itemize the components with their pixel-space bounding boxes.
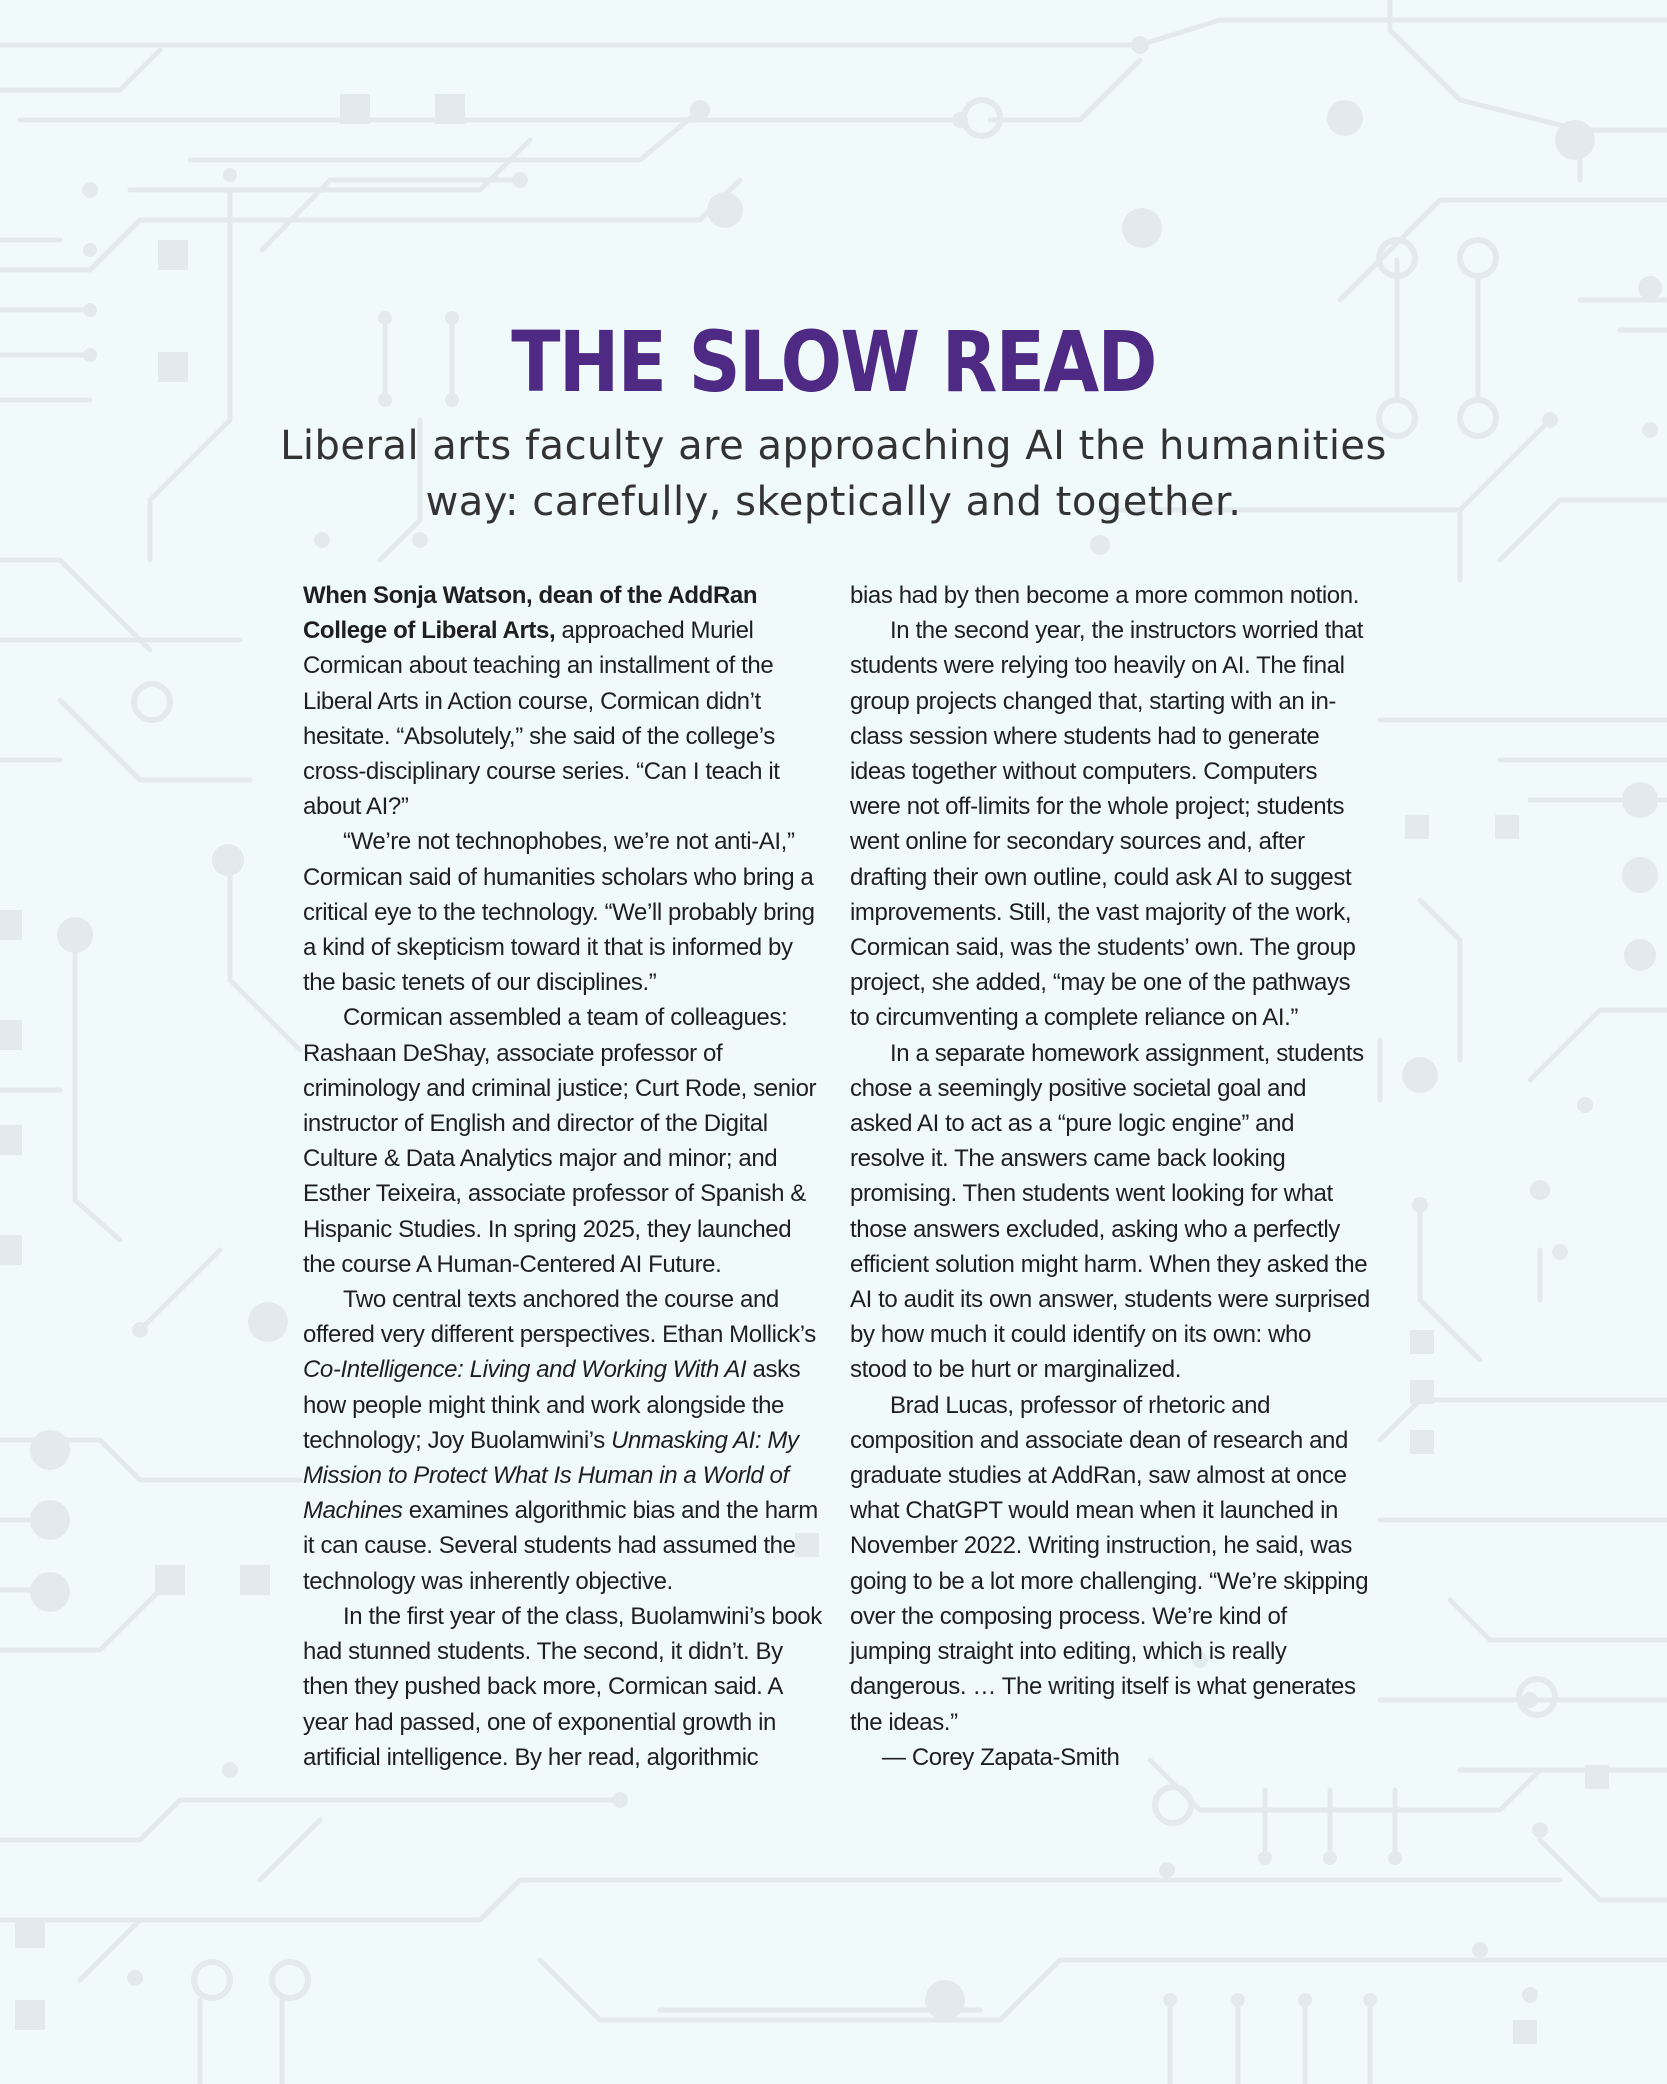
book-title-unmasking-ai: Unmasking AI: My Mission to Protect What Is Human in a World of Machines [303,1426,799,1525]
book-title-co-intelligence: Co-Intelligence: Living and Working With AI [303,1356,747,1384]
paragraph-2: “We’re not technophobes, we’re not anti-AI,” Cormican said of humanities scholars who bring a critical eye to the technology. “We’ll probably bring a kind of skepticism toward it that is informed by the basic tenets of our disciplines.” [303,828,815,997]
paragraph-4-text-c: examines algorithmic bias and the harm it can cause. Several students had assumed the technology was inherently objective. [303,1497,818,1595]
paragraph-6: In the second year, the instructors worried that students were relying too heavily on AI. The final group projects changed that, starting with an in-class session where students had to generate ideas together without computers. Computers were not off-limits for the whole project; students went online for secondary sources and, after drafting their own outline, could ask AI to suggest improvements. Still, the vast majority of the work, Cormican said, was the students’ own. The group project, she added, “may be one of the pathways to circumventing a complete reliance on AI.” [850,617,1364,1032]
paragraph-8: Brad Lucas, professor of rhetoric and composition and associate dean of research and graduate studies at AddRan, saw almost at once what ChatGPT would mean when it launched in November 2022. Writing instruction, he said, was going to be a lot more challenging. “We’re skipping over the composing process. We’re kind of jumping straight into editing, which is really dangerous. … The writing itself is what generates the ideas.” [850,1391,1369,1736]
author-byline: — Corey Zapata-Smith [882,1743,1120,1771]
article-subtitle: Liberal arts faculty are approaching AI the humanities way: carefully, skeptically and together. [280,423,1387,525]
lead-in: When Sonja Watson, dean of the AddRan College of Liberal Arts, [303,582,758,645]
paragraph-5: In the first year of the class, Buolamwini’s book had stunned students. The second, it didn’t. By then they pushed back more, Cormican said. A year had passed, one of exponential growth in artificial intelligence. By her read, algorithmic [303,1602,822,1771]
paragraph-7: In a separate homework assignment, students chose a seemingly positive societal goal and asked AI to act as a “pure logic engine” and resolve it. The answers came back looking promising. Then students went looking for what those answers excluded, asking who a perfectly efficient solution might harm. When they asked the AI to audit its own answer, students were surprised by how much it could identify on its own: who stood to be hurt or marginalized. [850,1039,1370,1384]
paragraph-5-continued: bias had by then become a more common notion. [850,582,1359,609]
paragraph-1 [303,578,823,824]
paragraph-3: Cormican assembled a team of colleagues: Rashaan DeShay, associate professor of criminology and criminal justice; Curt Rode, senior instructor of English and director of the Digital Culture & Data Analytics major and minor; and Esther Teixeira, associate professor of Spanish & Hispanic Studies. In spring 2025, they launched the course A Human-Centered AI Future. [303,1004,817,1278]
paragraph-4-text-a: Two central texts anchored the course and offered very different perspectives. Ethan Mollick’s [303,1286,816,1349]
paragraph-4 [303,1282,823,1599]
paragraph-4-text-b: asks how people might think and work alongside the technology; Joy Buolamwini’s [303,1356,801,1454]
paragraph-1-text: approached Muriel Cormican about teaching an installment of the Liberal Arts in Action course, Cormican didn’t hesitate. “Absolutely,” she said of the college’s cross-disciplinary course series. “Can I teach it about AI?” [303,617,780,821]
article-column-right [850,578,1370,1775]
article-title: THE SLOW READ [511,313,1156,411]
article-column-left [303,578,823,1775]
